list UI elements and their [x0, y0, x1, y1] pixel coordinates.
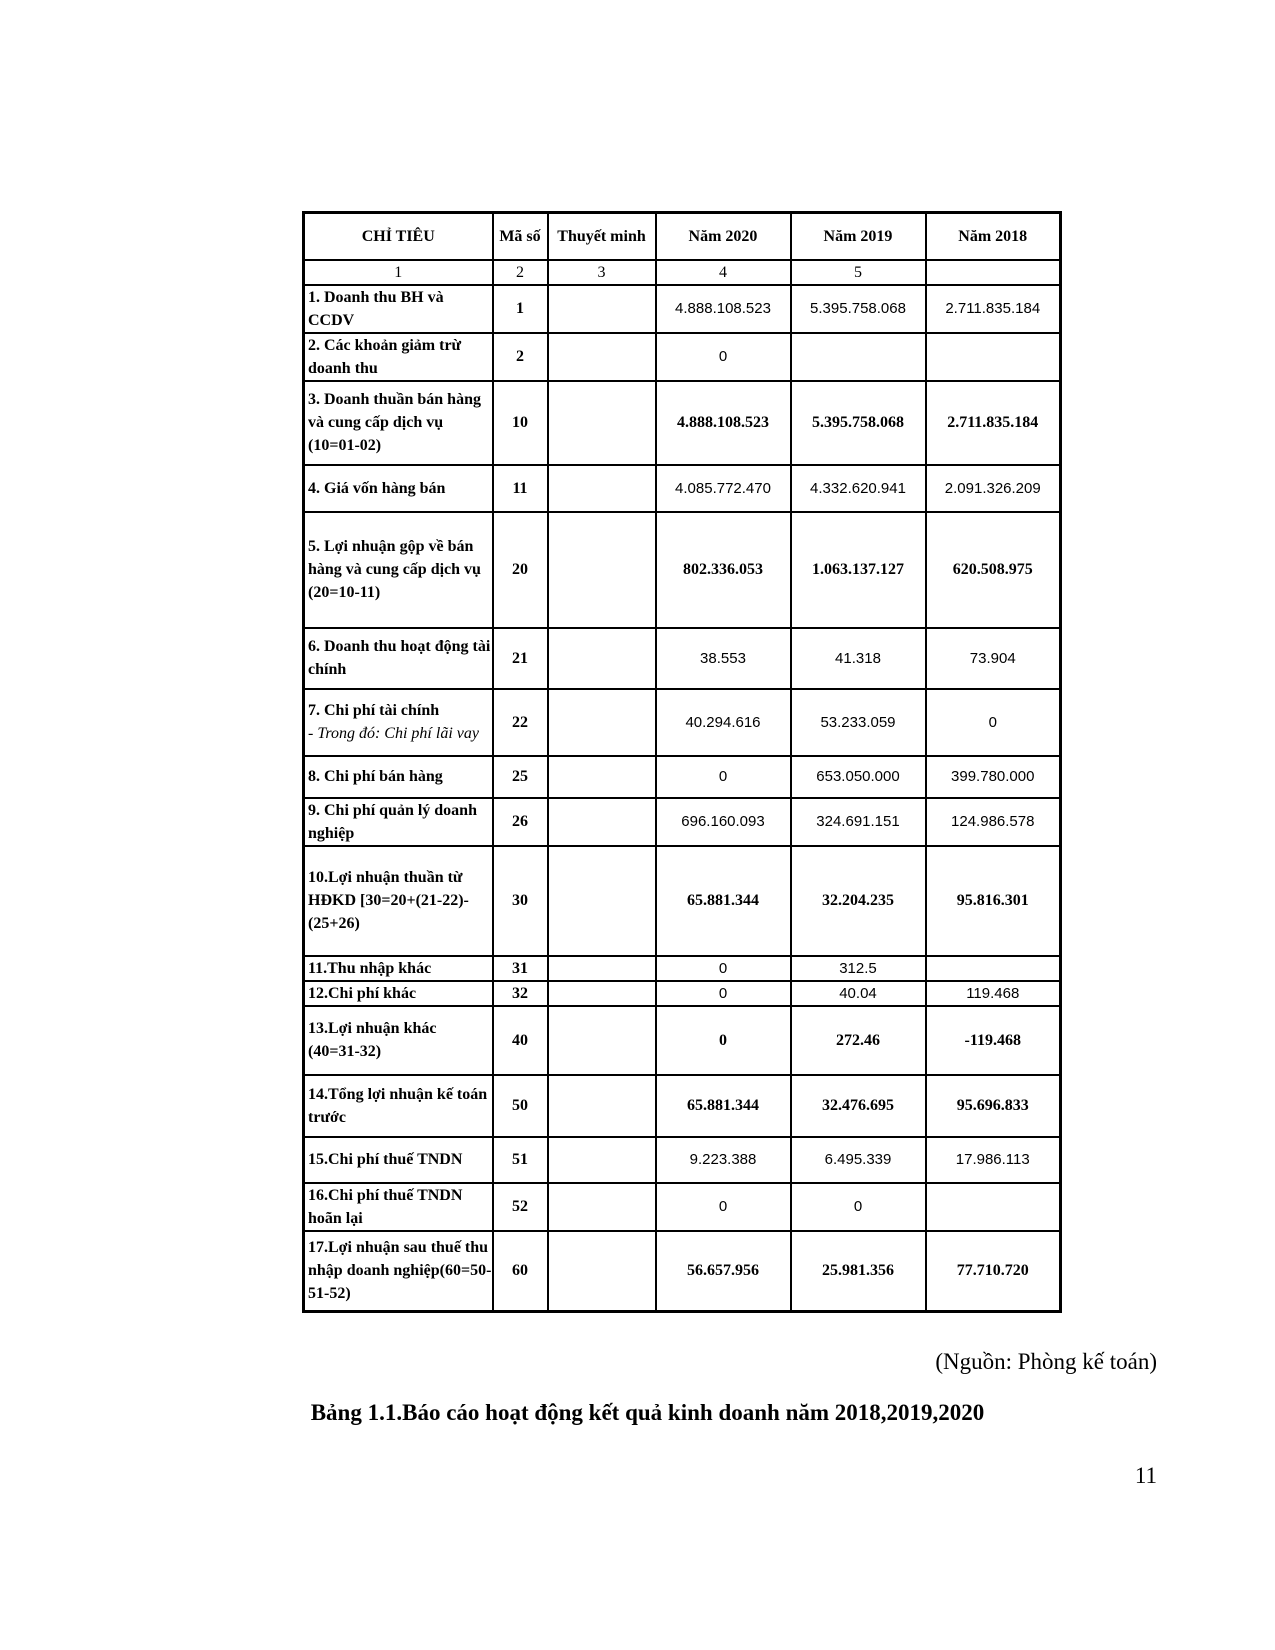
value-2019-cell: 5.395.758.068 — [791, 285, 926, 333]
note-cell — [548, 689, 656, 756]
indicator-label: 17.Lợi nhuận sau thuế thu nhập doanh nghiệp(60=50-51-52) — [308, 1239, 492, 1303]
table-row — [304, 798, 1061, 846]
header-2018: Năm 2018 — [926, 213, 1061, 260]
indicator-label: 7. Chi phí tài chính — [308, 702, 440, 719]
indicator-cell — [304, 1075, 493, 1137]
value-2020-cell: 0 — [656, 333, 791, 381]
index-cell: 4 — [656, 260, 791, 285]
indicator-label: 4. Giá vốn hàng bán — [308, 479, 446, 497]
code-cell: 21 — [493, 628, 548, 689]
table-row — [304, 1137, 1061, 1183]
indicator-label: 1. Doanh thu BH và CCDV — [308, 288, 444, 329]
value-2020-cell: 0 — [656, 1006, 791, 1075]
indicator-cell — [304, 1006, 493, 1075]
indicator-label: 11.Thu nhập khác — [308, 959, 432, 977]
table-row — [304, 1183, 1061, 1231]
indicator-cell — [304, 798, 493, 846]
value-2020-cell: 4.085.772.470 — [656, 465, 791, 512]
indicator-label: 14.Tổng lợi nhuận kế toán trước — [308, 1085, 488, 1126]
table-row — [304, 1006, 1061, 1075]
table-caption: Bảng 1.1.Báo cáo hoạt động kết quả kinh doanh năm 2018,2019,2020 — [310, 1400, 985, 1425]
value-2020-cell: 65.881.344 — [656, 846, 791, 956]
table-row — [304, 333, 1061, 381]
indicator-label: 12.Chi phí khác — [308, 984, 417, 1002]
header-note: Thuyết minh — [548, 213, 656, 260]
note-cell — [548, 512, 656, 628]
table-row — [304, 756, 1061, 798]
value-2018-cell: 2.711.835.184 — [926, 381, 1061, 465]
indicator-cell — [304, 285, 493, 333]
value-2018-cell: -119.468 — [926, 1006, 1061, 1075]
value-2020-cell: 9.223.388 — [656, 1137, 791, 1183]
code-cell: 51 — [493, 1137, 548, 1183]
note-cell — [548, 1137, 656, 1183]
note-cell — [548, 333, 656, 381]
table-row — [304, 689, 1061, 756]
column-index-row — [304, 260, 1061, 285]
note-cell — [548, 956, 656, 981]
note-cell — [548, 756, 656, 798]
header-2019: Năm 2019 — [791, 213, 926, 260]
note-cell — [548, 628, 656, 689]
indicator-sublabel: - Trong đó: Chi phí lãi vay — [308, 725, 479, 742]
indicator-label: 6. Doanh thu hoạt động tài chính — [308, 638, 491, 678]
value-2020-cell: 65.881.344 — [656, 1075, 791, 1137]
table-row — [304, 956, 1061, 981]
code-cell: 30 — [493, 846, 548, 956]
indicator-label: 2. Các khoản giảm trừ doanh thu — [308, 336, 462, 377]
table-row — [304, 1075, 1061, 1137]
value-2020-cell: 0 — [656, 956, 791, 981]
value-2020-cell: 696.160.093 — [656, 798, 791, 846]
table-row — [304, 465, 1061, 512]
value-2020-cell: 0 — [656, 1183, 791, 1231]
table-row — [304, 981, 1061, 1006]
value-2018-cell: 119.468 — [926, 981, 1061, 1006]
note-cell — [548, 285, 656, 333]
value-2018-cell: 17.986.113 — [926, 1137, 1061, 1183]
indicator-cell — [304, 846, 493, 956]
code-cell: 25 — [493, 756, 548, 798]
source-note: (Nguồn: Phòng kế toán) — [935, 1349, 1157, 1374]
value-2019-cell: 324.691.151 — [791, 798, 926, 846]
note-cell — [548, 381, 656, 465]
code-cell: 60 — [493, 1231, 548, 1312]
value-2018-cell: 2.091.326.209 — [926, 465, 1061, 512]
note-cell — [548, 1006, 656, 1075]
index-cell — [926, 260, 1061, 285]
value-2019-cell: 312.5 — [791, 956, 926, 981]
indicator-label: 3. Doanh thuần bán hàng và cung cấp dịch vụ (10=01-02) — [308, 391, 481, 454]
header-indicator: CHỈ TIÊU — [304, 213, 493, 260]
indicator-cell — [304, 756, 493, 798]
code-cell: 26 — [493, 798, 548, 846]
index-cell: 2 — [493, 260, 548, 285]
header-row — [304, 213, 1061, 260]
indicator-cell — [304, 1183, 493, 1231]
value-2019-cell: 25.981.356 — [791, 1231, 926, 1312]
indicator-label: 13.Lợi nhuận khác (40=31-32) — [308, 1020, 437, 1060]
value-2018-cell — [926, 333, 1061, 381]
value-2018-cell: 2.711.835.184 — [926, 285, 1061, 333]
note-cell — [548, 1183, 656, 1231]
value-2019-cell: 53.233.059 — [791, 689, 926, 756]
value-2019-cell: 6.495.339 — [791, 1137, 926, 1183]
indicator-label: 8. Chi phí bán hàng — [308, 768, 443, 785]
code-cell: 10 — [493, 381, 548, 465]
indicator-label: 5. Lợi nhuận gộp về bán hàng và cung cấp dịch vụ (20=10-11) — [308, 538, 481, 601]
value-2018-cell: 73.904 — [926, 628, 1061, 689]
value-2019-cell — [791, 333, 926, 381]
value-2019-cell: 1.063.137.127 — [791, 512, 926, 628]
indicator-cell — [304, 1137, 493, 1183]
indicator-cell — [304, 1231, 493, 1312]
value-2019-cell: 5.395.758.068 — [791, 381, 926, 465]
table-row — [304, 846, 1061, 956]
value-2018-cell: 124.986.578 — [926, 798, 1061, 846]
note-cell — [548, 981, 656, 1006]
code-cell: 32 — [493, 981, 548, 1006]
value-2018-cell — [926, 956, 1061, 981]
note-cell — [548, 465, 656, 512]
code-cell: 31 — [493, 956, 548, 981]
value-2020-cell: 0 — [656, 756, 791, 798]
income-statement-table — [302, 211, 1062, 1313]
indicator-label: 15.Chi phí thuế TNDN — [308, 1151, 463, 1168]
code-cell: 11 — [493, 465, 548, 512]
header-2020: Năm 2020 — [656, 213, 791, 260]
code-cell: 1 — [493, 285, 548, 333]
indicator-cell — [304, 981, 493, 1006]
value-2018-cell: 77.710.720 — [926, 1231, 1061, 1312]
value-2018-cell: 95.816.301 — [926, 846, 1061, 956]
header-code: Mã số — [493, 213, 548, 260]
value-2020-cell: 802.336.053 — [656, 512, 791, 628]
value-2019-cell: 653.050.000 — [791, 756, 926, 798]
value-2019-cell: 41.318 — [791, 628, 926, 689]
code-cell: 20 — [493, 512, 548, 628]
indicator-label: 9. Chi phí quản lý doanh nghiệp — [308, 801, 477, 842]
value-2020-cell: 38.553 — [656, 628, 791, 689]
indicator-cell — [304, 381, 493, 465]
code-cell: 52 — [493, 1183, 548, 1231]
value-2019-cell: 32.476.695 — [791, 1075, 926, 1137]
indicator-cell — [304, 465, 493, 512]
code-cell: 22 — [493, 689, 548, 756]
indicator-cell — [304, 512, 493, 628]
value-2018-cell: 399.780.000 — [926, 756, 1061, 798]
value-2019-cell: 272.46 — [791, 1006, 926, 1075]
value-2019-cell: 32.204.235 — [791, 846, 926, 956]
indicator-label: 16.Chi phí thuế TNDN hoãn lại — [308, 1186, 463, 1227]
note-cell — [548, 798, 656, 846]
value-2020-cell: 4.888.108.523 — [656, 381, 791, 465]
note-cell — [548, 846, 656, 956]
note-cell — [548, 1231, 656, 1312]
indicator-cell — [304, 956, 493, 981]
note-cell — [548, 1075, 656, 1137]
indicator-label: 10.Lợi nhuận thuần từ HĐKD [30=20+(21-22)-(25+26) — [308, 869, 469, 932]
table-row — [304, 628, 1061, 689]
indicator-cell — [304, 689, 493, 756]
indicator-cell — [304, 628, 493, 689]
value-2020-cell: 0 — [656, 981, 791, 1006]
value-2018-cell: 0 — [926, 689, 1061, 756]
table-row — [304, 381, 1061, 465]
index-cell: 1 — [304, 260, 493, 285]
index-cell: 5 — [791, 260, 926, 285]
value-2020-cell: 56.657.956 — [656, 1231, 791, 1312]
value-2020-cell: 40.294.616 — [656, 689, 791, 756]
index-cell: 3 — [548, 260, 656, 285]
table-row — [304, 1231, 1061, 1312]
indicator-cell — [304, 333, 493, 381]
code-cell: 2 — [493, 333, 548, 381]
code-cell: 50 — [493, 1075, 548, 1137]
table-row — [304, 285, 1061, 333]
code-cell: 40 — [493, 1006, 548, 1075]
value-2019-cell: 0 — [791, 1183, 926, 1231]
page-number: 11 — [1134, 1463, 1157, 1488]
value-2018-cell: 95.696.833 — [926, 1075, 1061, 1137]
value-2019-cell: 4.332.620.941 — [791, 465, 926, 512]
value-2019-cell: 40.04 — [791, 981, 926, 1006]
table-row — [304, 512, 1061, 628]
value-2018-cell — [926, 1183, 1061, 1231]
value-2020-cell: 4.888.108.523 — [656, 285, 791, 333]
value-2018-cell: 620.508.975 — [926, 512, 1061, 628]
